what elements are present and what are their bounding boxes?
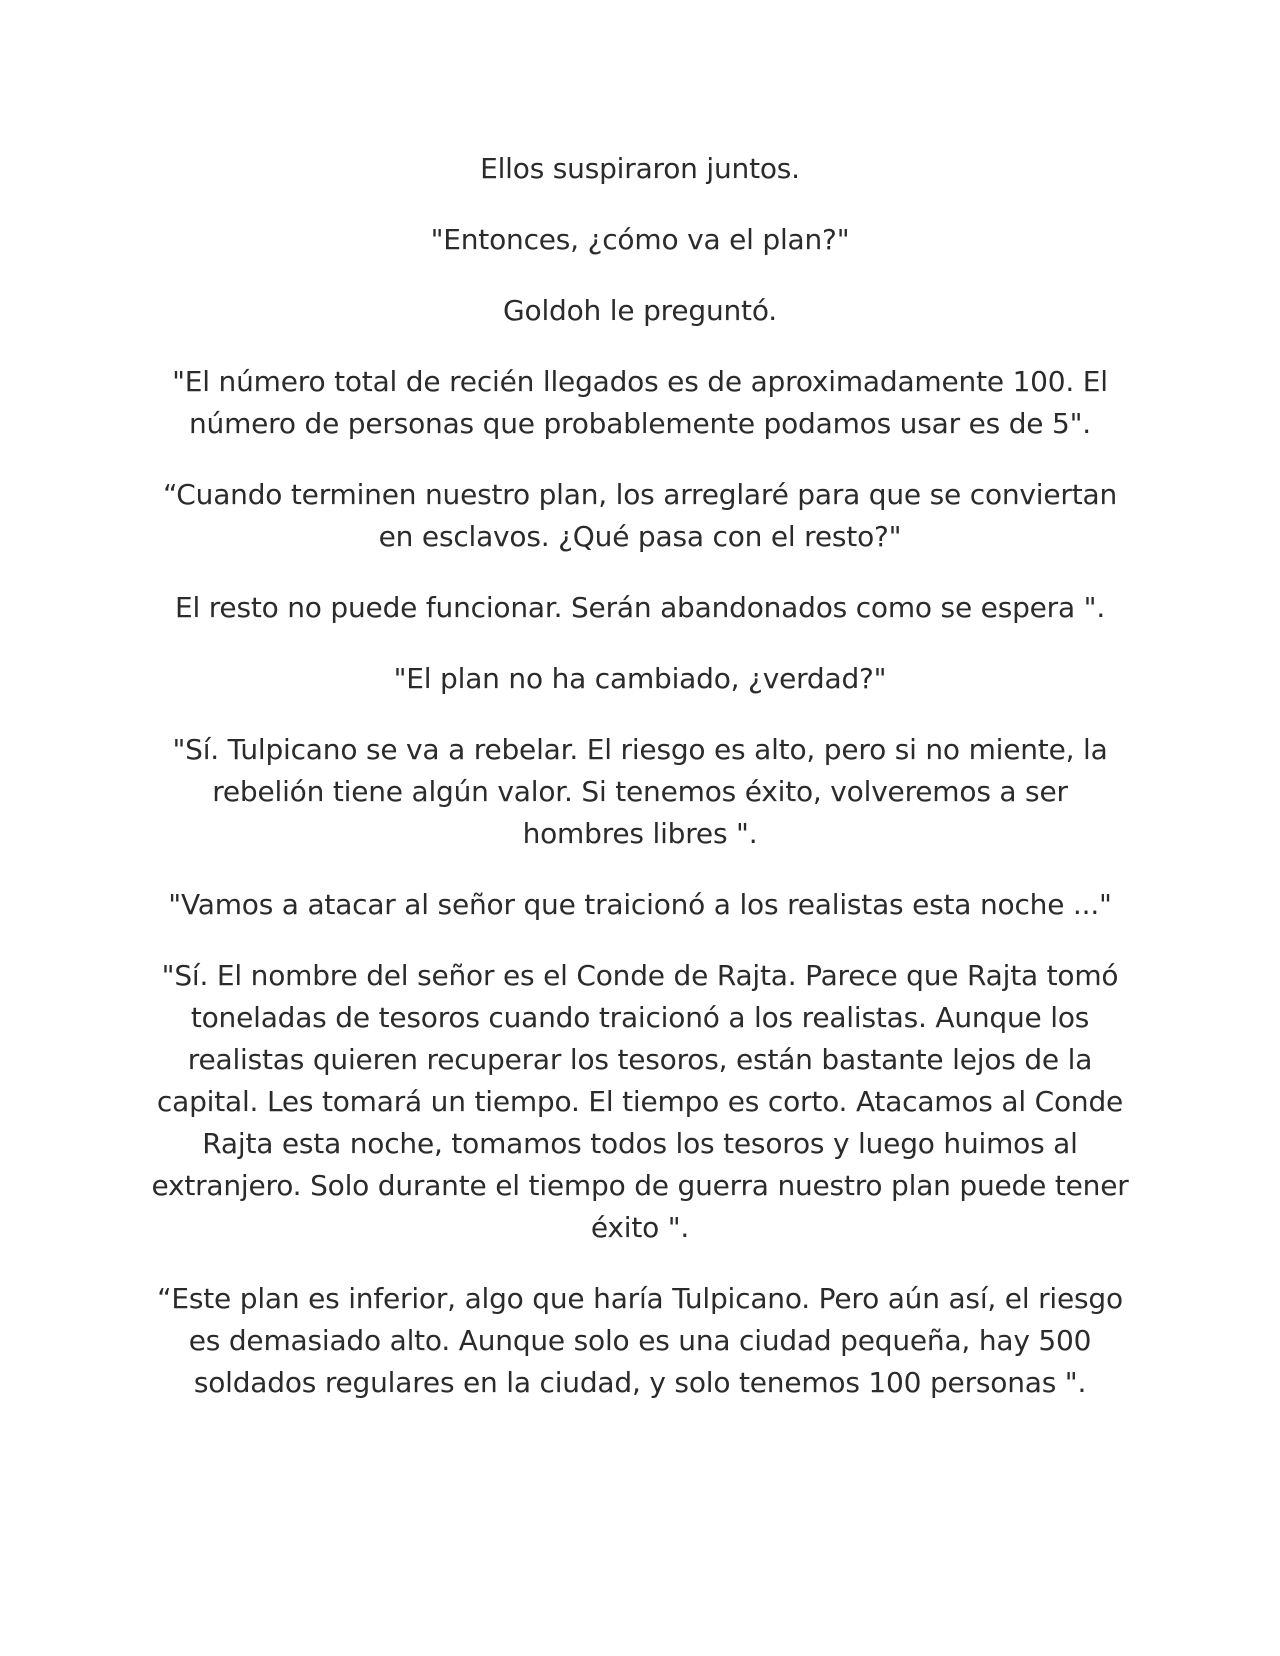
document-body xyxy=(150,148,1130,1433)
paragraph: “Este plan es inferior, algo que haría Tulpicano. Pero aún así, el riesgo es demasiado alto. Aunque solo es una ciudad pequeña, hay 500 soldados regulares en la ciudad, y solo tenemos 100 personas ". xyxy=(157,1282,1123,1399)
paragraph: Ellos suspiraron juntos. xyxy=(480,152,800,185)
paragraph: "Vamos a atacar al señor que traicionó a los realistas esta noche ..." xyxy=(168,888,1112,921)
paragraph: "El plan no ha cambiado, ¿verdad?" xyxy=(393,662,887,695)
paragraph: "El número total de recién llegados es de aproximadamente 100. El número de personas que probablemente podamos usar es de 5". xyxy=(172,365,1108,440)
paragraph: "Entonces, ¿cómo va el plan?" xyxy=(430,223,850,256)
paragraph: "Sí. Tulpicano se va a rebelar. El riesgo es alto, pero si no miente, la rebelión tiene algún valor. Si tenemos éxito, volveremos a ser hombres libres ". xyxy=(172,733,1108,850)
paragraph: "Sí. El nombre del señor es el Conde de Rajta. Parece que Rajta tomó toneladas de tesoros cuando traicionó a los realistas. Aunque los realistas quieren recuperar los tesoros, están bastante lejos de la capital. Les tomará un tiempo. El tiempo es corto. Atacamos al Conde Rajta esta noche, tomamos todos los tesoros y luego huimos al extranjero. Solo durante el tiempo de guerra nuestro plan puede tener éxito ". xyxy=(151,959,1129,1244)
paragraph: El resto no puede funcionar. Serán abandonados como se espera ". xyxy=(174,591,1106,624)
paragraph: Goldoh le preguntó. xyxy=(503,294,777,327)
paragraph: “Cuando terminen nuestro plan, los arreglaré para que se conviertan en esclavos. ¿Qué pasa con el resto?" xyxy=(162,478,1118,553)
